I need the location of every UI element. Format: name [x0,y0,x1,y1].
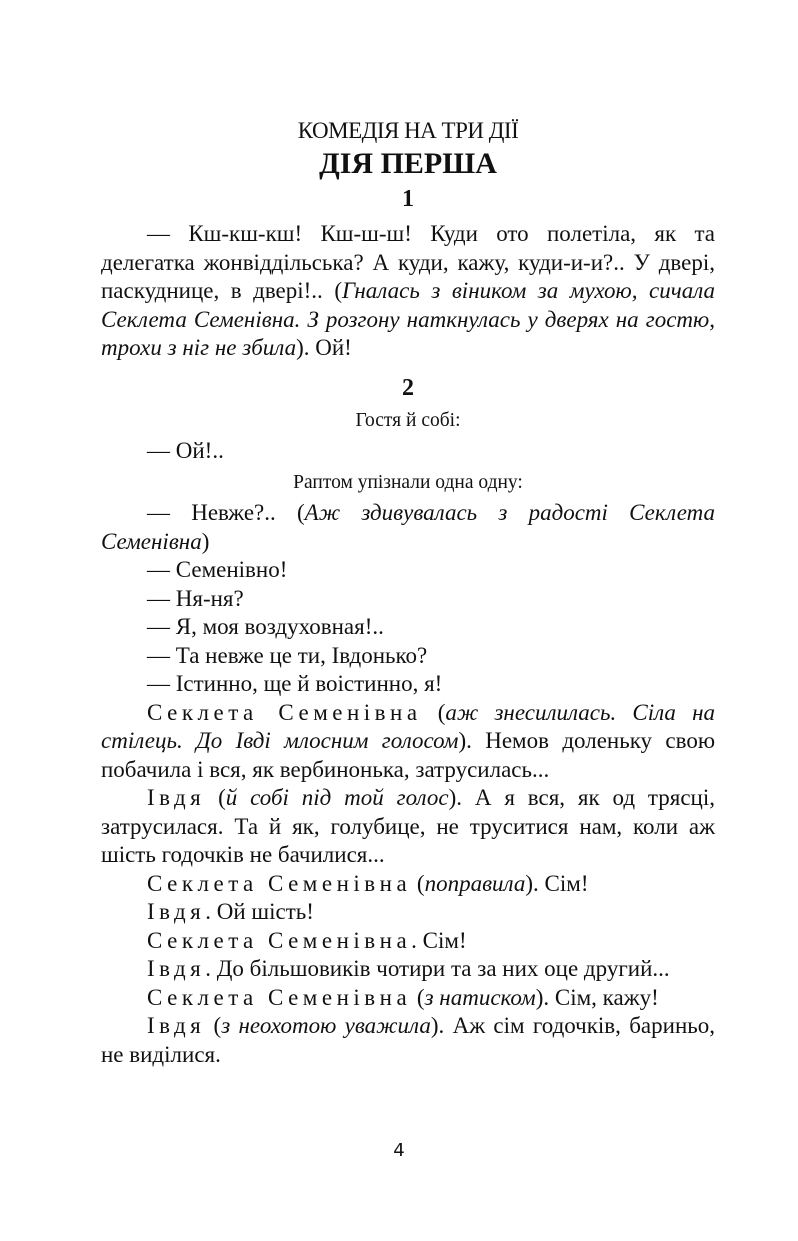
dialogue-text: ). Аж сім годочків, бариньо, не виділися. [101,1013,715,1067]
dialogue-line [101,870,715,899]
dialogue-text: . Ой шість! [205,899,314,924]
speaker-name: Івдя [147,956,206,981]
dialogue-text: ( [411,984,425,1010]
dialogue-line: — Істинно, ще й воістинно, я! [147,671,443,696]
scene-number-1: 1 [402,186,414,212]
dialogue-line [101,1012,715,1069]
act-title: ДІЯ ПЕРША [319,147,497,180]
dialogue-line: — Ня-ня? [147,585,244,611]
dialogue-text: ( [205,785,226,810]
speaker-name: Секлета Семенівна [147,984,412,1010]
page-content [101,116,715,1069]
dialogue-text: ). Сім, кажу! [535,984,659,1010]
dialogue-text: ). Ой! [296,335,352,360]
dialogue-text: ). Сім! [525,870,589,896]
stage-direction: з натиском [424,984,536,1010]
stage-direction: аж знесилилась. Сіла на стілець. До Івді млосним голосом [101,699,715,753]
stage-direction: Гналась з віником за мухою, сичала Секлета Семенівна. З розгону наткнулась у дверях на гостю, трохи з ніг не збила [101,278,716,360]
stage-direction-guest: Гостя й собі: [355,409,461,431]
speaker-name: Івдя [147,899,206,924]
dialogue-text: ( [421,699,446,725]
dialogue-text: . Сім! [411,927,467,953]
dialogue-line [101,927,715,956]
dialogue-line: — Семенівно! [147,557,288,582]
stage-direction: й собі під той голос [225,785,449,810]
scene-number-2: 2 [402,374,414,401]
dialogue-text: ). Немов доленьку свою побачила і вся, як вербинонька, затрусилась... [101,728,716,782]
dialogue-text: ) [201,528,210,554]
scene-1-paragraph [101,220,715,363]
dialogue-line [101,898,715,927]
dialogue-line: — Та невже це ти, Івдонько? [147,642,428,668]
stage-direction-recognized: Раптом упізнали одна одну: [293,472,523,493]
dialogue-line [101,499,715,556]
stage-direction: Аж здивувалась з радості Секлета Семенівна [101,500,715,554]
dialogue-text: ( [411,870,425,896]
dialogue-line [101,955,715,984]
speaker-name: Секлета Семенівна [147,927,412,953]
dialogue-line [101,784,715,870]
dialogue-text: — Невже?.. ( [147,500,305,525]
dialogue-line: — Я, моя воздуховная!.. [147,614,384,639]
dialogue-text: ). А я вся, як од трясці, затрусилася. Та й як, голубице, не труситися нам, коли аж шість годочків не бачилися... [101,785,715,867]
scene-2-body [101,407,715,1070]
dialogue-line [101,699,715,785]
speaker-name: Секлета Семенівна [147,699,422,725]
speaker-name: Секлета Семенівна [147,870,412,896]
dialogue-text: . До більшовиків чотири та за них оце другий... [205,956,670,981]
dialogue-text: ( [205,1013,222,1038]
dialogue-line: — Ой!.. [147,437,224,463]
play-subtitle: КОМЕДІЯ НА ТРИ ДІЇ [297,118,519,143]
stage-direction: поправила [424,870,526,896]
dialogue-text: — Кш-кш-кш! Кш-ш-ш! Куди ото полетіла, як та делегатка жонвіддільська? А куди, кажу, куди-и-и?.. У двері, паскуднице, в двері!.. ( [101,221,715,303]
page-number: 4 [393,1140,405,1161]
speaker-name: Івдя [147,1013,206,1038]
stage-direction: з неохотою уважила [221,1013,431,1038]
dialogue-line [101,984,715,1013]
speaker-name: Івдя [147,785,206,810]
scene-1-body [101,220,715,363]
